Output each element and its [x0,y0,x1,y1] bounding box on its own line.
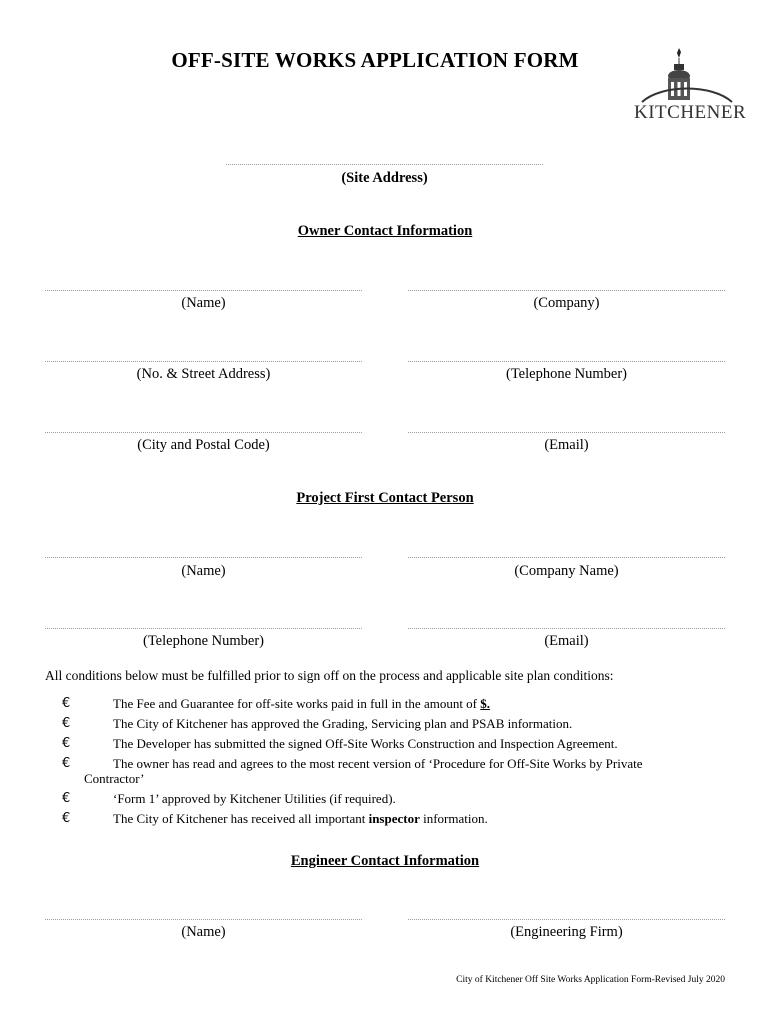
bullet-icon: € [62,791,71,806]
owner-phone-label: (Telephone Number) [506,366,627,382]
engineer-name-label: (Name) [181,924,226,940]
owner-phone-line [408,361,725,362]
bullet-icon: € [62,716,71,731]
list-item [62,756,702,786]
owner-email-line [408,432,725,433]
project-name-line [45,557,362,558]
owner-street-line [45,361,362,362]
owner-street-label: (No. & Street Address) [136,366,271,382]
owner-section-heading: Owner Contact Information [297,223,473,239]
project-section-heading: Project First Contact Person [296,490,474,506]
list-item [62,716,702,731]
project-company-line [408,557,725,558]
owner-email-label: (Email) [544,437,589,453]
bullet-icon: € [62,736,71,751]
condition-text: The Fee and Guarantee for off-site works paid in full in the amount of [113,696,481,711]
owner-city-line [45,432,362,433]
bullet-icon: € [62,756,71,771]
condition-text: The owner has read and agrees to the most recent version of ‘Procedure for Off-Site Works by Private [113,756,643,771]
page-title: OFF-SITE WORKS APPLICATION FORM [171,48,579,72]
owner-city-label: (City and Postal Code) [137,437,270,453]
engineer-name-line [45,919,362,920]
site-address-label: (Site Address) [341,170,428,186]
list-item [62,811,702,826]
conditions-intro: All conditions below must be fulfilled prior to sign off on the process and applicable site plan conditions: [45,668,614,683]
engineer-firm-label: (Engineering Firm) [510,924,623,940]
owner-name-line [45,290,362,291]
condition-text: ‘Form 1’ approved by Kitchener Utilities (if required). [113,791,396,806]
condition-text: The City of Kitchener has approved the Grading, Servicing plan and PSAB information. [113,716,573,731]
engineer-firm-line [408,919,725,920]
owner-name-label: (Name) [181,295,226,311]
engineer-section-heading: Engineer Contact Information [290,853,480,869]
logo-wordmark: KITCHENER [634,102,747,123]
conditions-list [62,696,702,831]
project-phone-line [45,628,362,629]
city-logo [632,44,747,124]
project-email-label: (Email) [544,633,589,649]
list-item [62,696,702,711]
page-footer: City of Kitchener Off Site Works Application Form-Revised July 2020 [456,975,725,985]
bullet-icon: € [62,696,71,711]
condition-text: The Developer has submitted the signed Off-Site Works Construction and Inspection Agreement. [113,736,618,751]
site-address-line [226,164,543,165]
condition-text: The City of Kitchener has received all important [113,811,369,826]
owner-company-line [408,290,725,291]
project-email-line [408,628,725,629]
project-company-label: (Company Name) [514,563,619,579]
bullet-icon: € [62,811,71,826]
condition-strong: inspector [368,811,420,826]
project-phone-label: (Telephone Number) [143,633,264,649]
condition-text-after: information. [419,811,488,826]
project-name-label: (Name) [181,563,226,579]
list-item [62,736,702,751]
list-item [62,791,702,806]
owner-company-label: (Company) [533,295,600,311]
condition-amount: $. [480,696,491,711]
condition-text-continued: Contractor’ [84,771,145,786]
